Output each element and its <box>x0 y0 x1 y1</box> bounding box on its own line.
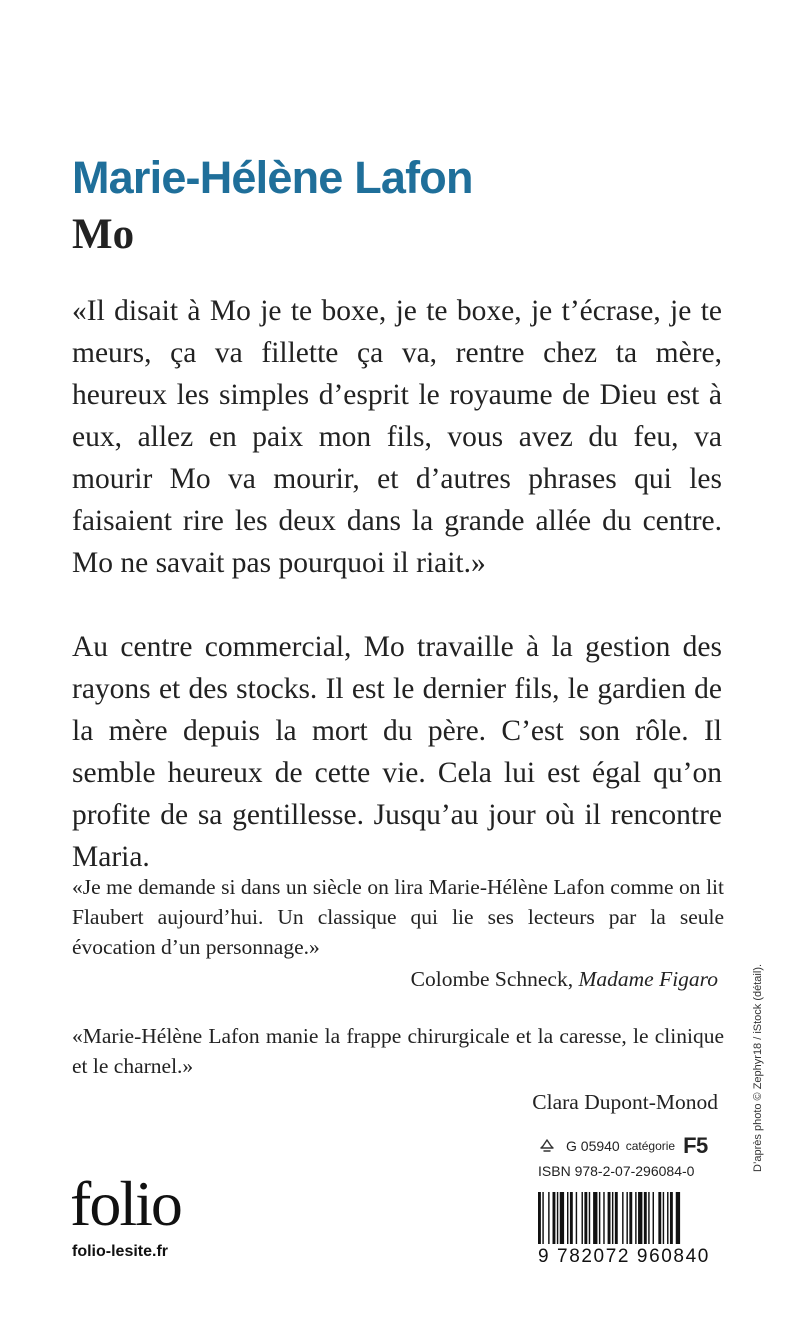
review-attribution-2 <box>532 1087 718 1117</box>
publisher-website[interactable]: folio-lesite.fr <box>72 1243 169 1260</box>
g-code: G 05940 <box>566 1138 620 1154</box>
publisher-logo: folio <box>70 1168 181 1239</box>
review-quote-2: «Marie-Hélène Lafon manie la frappe chirurgicale et la caresse, le clinique et le charnel.» <box>72 1024 724 1078</box>
review-publication-1: Madame Figaro <box>578 967 718 991</box>
photo-credit: D’après photo © Zephyr18 / iStock (détail). <box>752 963 764 1172</box>
isbn: ISBN 978-2-07-296084-0 <box>538 1163 695 1179</box>
book-title: Mo <box>72 211 135 258</box>
review-attribution-1 <box>411 964 718 994</box>
review-quote-1: «Je me demande si dans un siècle on lira Marie-Hélène Lafon comme on lit Flaubert aujourd’hui. Un classique qui lie ses lecteurs par la seule évocation d’un personnage.» <box>72 875 724 959</box>
price-category: F5 <box>683 1133 708 1158</box>
review-author-1: Colombe Schneck, <box>410 967 579 991</box>
author-name: Marie-Hélène Lafon <box>72 152 473 203</box>
catalog-codes <box>538 1133 720 1179</box>
category-label: catégorie <box>625 1139 676 1153</box>
summary-paragraph: Au centre commercial, Mo travaille à la gestion des rayons et des stocks. Il est le dernier fils, le gardien de la mère depuis la mort du père. C’est son rôle. Il semble heureux de cette vie. Cela lui est égal qu’on profite de sa gentillesse. Jusqu’au jour où il rencontre Maria. <box>72 631 722 873</box>
recycle-triangle-icon <box>538 1139 556 1153</box>
excerpt-paragraph: «Il disait à Mo je te boxe, je te boxe, je t’écrase, je te meurs, ça va fillette ça va, rentre chez ta mère, heureux les simples d’esprit le royaume de Dieu est à eux, allez en paix mon fils, vous avez du feu, va mourir Mo va mourir, et d’autres phrases qui les faisaient rire les deux dans la grande allée du centre. Mo ne savait pas pourquoi il riait.» <box>72 295 722 579</box>
review-author-2: Clara Dupont-Monod <box>532 1090 718 1114</box>
barcode-digits: 9 782072 960840 <box>538 1246 710 1267</box>
barcode-bars <box>538 1192 720 1244</box>
catalog-line <box>538 1133 720 1159</box>
